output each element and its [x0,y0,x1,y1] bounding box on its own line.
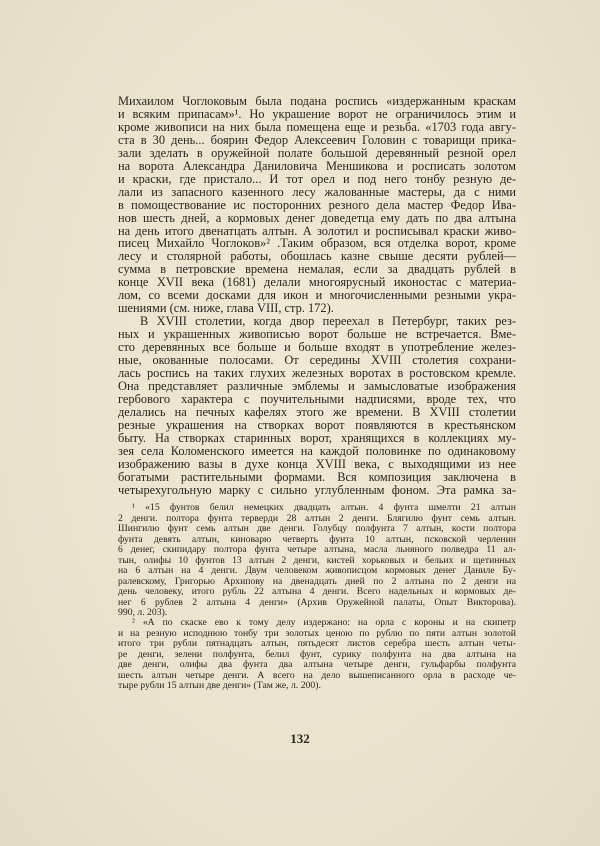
footnote-line: шесть алтын четыре денги. А всего на дело вышеписанного орла в расходе че- [118,669,516,681]
footnote-line: нег 6 рублев 2 алтына 4 денги» (Архив Оружейной палаты, Опыт Викторова). [118,596,516,608]
text-line: кроме живописи на них была помещена еще и резьба. «1703 года авгу- [118,119,516,134]
footnote-line: день человеку, итого рубль 22 алтына 4 денги. Всего надельных и кормовых де- [118,586,516,598]
text-line: лали из запасного казенного лесу жалованные мастеры, да с ними [118,184,516,199]
text-line: лом, со всеми досками для икон и многочисленными резными укра- [118,288,516,303]
text-line: сумма в петровские времена немалая, если за двадцать рублей в [118,262,516,277]
footnote-line: на 6 алтын на 4 денги. Двум человеком живописцом кормовых денег Даниле Бу- [118,565,516,577]
footnote-line: 6 денег, скипидару полтора фунта четыре алтына, масла льняного полведра 11 ал- [118,544,516,556]
text-line: шениями (см. ниже, глава VIII, стр. 172). [118,301,334,316]
text-line: и всяким припасам»¹. Но украшение ворот не ограничилось этим и [118,106,516,121]
text-line: лась роспись на таких глухих железных воротах в ростовском кремле. [118,366,516,381]
text-line: быту. На створках старинных ворот, хранящихся в коллекциях му- [118,430,516,445]
text-line: резные украшения на створках ворот появляются в крестьянском [118,417,516,432]
text-line: Она представляет различные эмблемы и замысловатые изображения [118,378,516,393]
text-line: ных и украшенных живописью ворот больше не встречается. Вме- [118,327,516,342]
text-line: зали зделать в оружейной полате большой деревянный резной орел [118,145,516,160]
text-line: четырехугольную марку с сильно углубленным фоном. Эта рамка за- [118,482,516,497]
footnote-line: ралевскому, Григорью Архипову на двенадцать дней по 2 алтына по 2 денги на [118,575,516,587]
text-line: ста в 30 день... боярин Федор Алексеевич Головин с товарищи прика- [118,132,516,147]
text-line: нов шесть дней, а кормовых денег доведетца ему дать по два алтына [118,210,516,225]
text-line: писец Михайло Чоглоков»² .Таким образом, вся отделка ворот, кроме [118,236,516,251]
text-line: изображению вазы в духе конца XVIII века, с выходящими из нее [118,456,516,471]
text-line: гербового характера с поучительными надписями, вроде тех, что [118,391,516,406]
footnote-line: две денги, олифы два фунта два алтына четыре денги, гульфарбы полфунта [118,659,516,671]
footnote-line: тыре рубли 15 алтын две денги» (Там же, л. 200). [118,680,321,692]
page-number: 132 [290,731,310,746]
footnote-2 [118,618,516,692]
footnote-line: Шингилю фунт семь алтын две денги. Голубцу полфунта 7 алтын, кости полтора [118,523,516,535]
paragraph [118,95,516,315]
text-line: сто деревянных все больше и больше входят в употребление желез- [118,340,516,355]
text-line: зея села Коломенского имеется на каждой половинке по одинаковому [118,443,516,458]
text-line: на ворота Александра Даниловича Меншикова и росписать золотом [118,158,516,173]
text-line: ные, окованные полосами. От середины XVIII столетия сохрани- [118,353,516,368]
footnote-line: ¹ «15 фунтов белил немецких двадцать алтын. 4 фунта шмелти 21 алтын [132,502,516,513]
text-line: на день итого двенатцать алтын. А золотил и росписывал краски живо- [118,223,516,238]
footnote-line: фунта девять алтын, киноварю четверть фунта 10 алтын, псковской черленин [118,533,516,545]
text-line: в помоществование ис посторонних резного дела мастер Федор Ива- [118,197,516,212]
text-line: конце XVII века (1681) делали многоярусный иконостас с материа- [118,275,516,290]
text-line: богатыми растительными формами. Вся композиция заключена в [118,469,516,484]
text-line: лесу и столярной работы, обошлась казне свыше десяти рублей— [118,249,516,264]
footnote-line: итого три рубли пятнадцать алтын, пятьдесят листов серебра шесть алтын четы- [118,638,516,650]
footnote-line: 990, л. 203). [118,607,168,619]
footnote-line: ре денги, зелени полфунта, белил фунт, сурику полфунта на два алтына на [118,648,516,660]
paragraph [118,315,516,496]
footnote-line: 2 денги. полтора фунта терверди 28 алтын 2 денги. Блягилю фунт семь алтын. [118,512,516,524]
text-line: Михаилом Чоглоковым была подана роспись «издержанным краскам [118,94,516,108]
main-text [118,95,516,497]
text-line: В XVIII столетии, когда двор переехал в Петербург, таких рез- [140,314,516,329]
footnote-1 [118,503,516,619]
footnote-line: и на резную исподнюю тонбу три золотых ценою по рублю по пяти алтын золотой [118,627,516,639]
footnote-line: ² «А по скаске ево к тому делу издержано: на орла с короны и на скипетр [132,617,516,628]
footnote-line: тын, олифы 10 фунтов 13 алтын 2 денги, кистей хорьковых и бельих и щетинных [118,554,516,566]
text-line: делались на печных кафелях этого же времени. В XVIII столетии [118,404,516,419]
text-line: и краски, где пристало... И тот орел и под него тонбу резную де- [118,171,516,186]
